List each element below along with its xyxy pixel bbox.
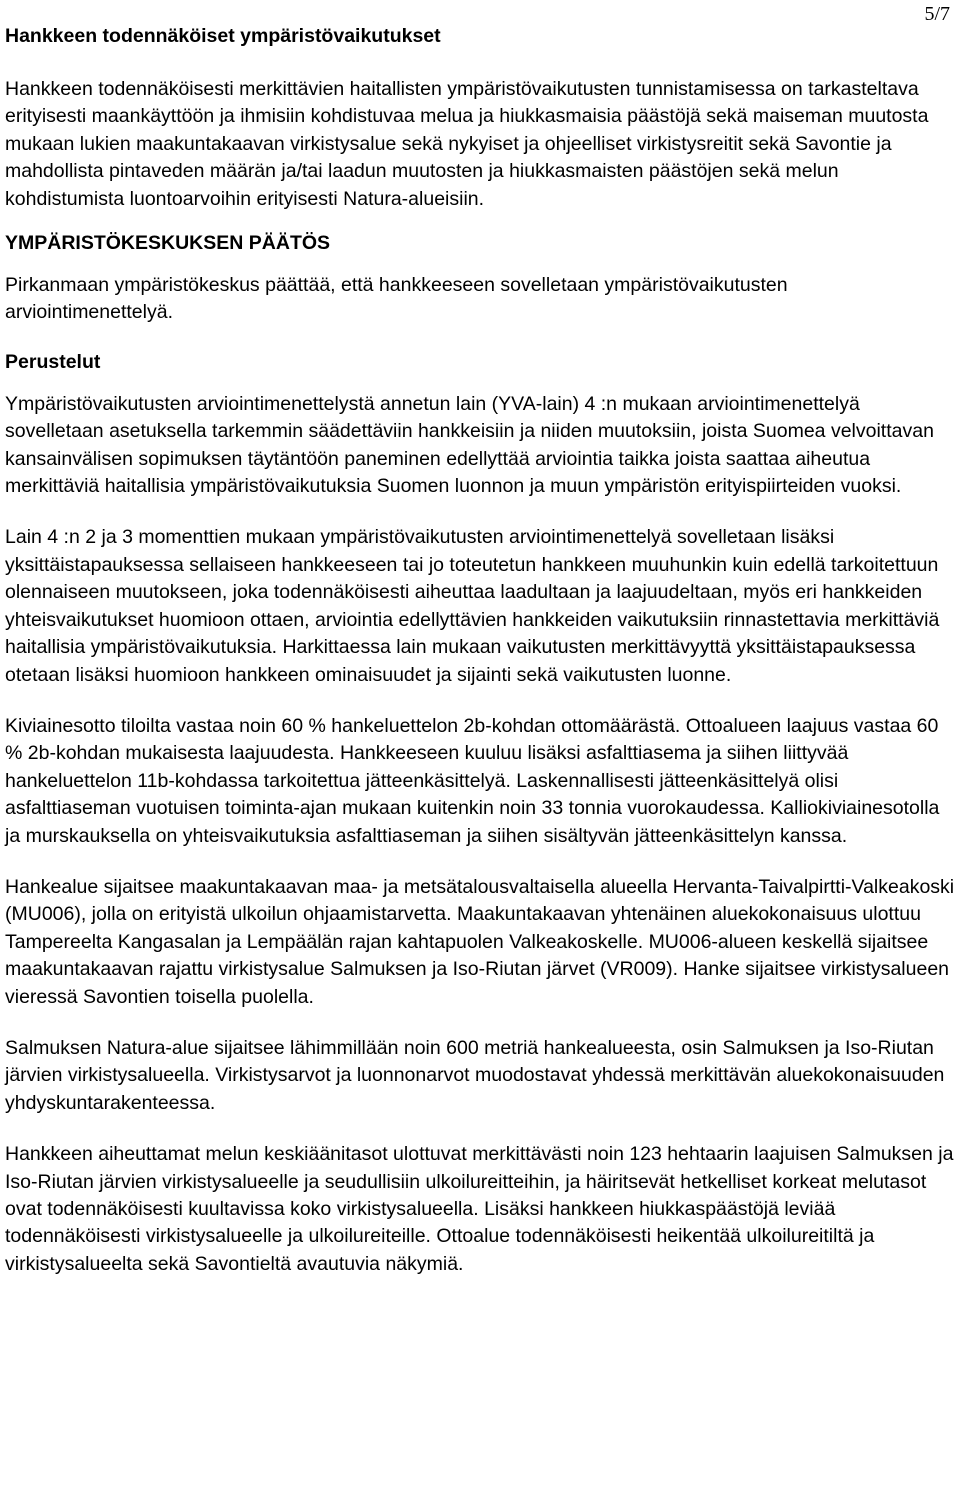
document-body bbox=[5, 0, 957, 1278]
section-heading-impacts: Hankkeen todennäköiset ympäristövaikutukset bbox=[5, 25, 441, 47]
grounds-paragraph: Kiviainesotto tiloilta vastaa noin 60 % hankeluettelon 2b-kohdan ottomäärästä. Ottoalueen laajuus vastaa 60 % 2b-kohdan mukaisesta laajuudesta. Hankkeeseen kuuluu lisäksi asfalttiasema ja siihen liittyvää hankeluettelon 11b-kohdassa tarkoitettua jätteenkäsittelyä. Laskennallisesti jätteenkäsittelyä olisi asfalttiaseman vuotuisen toiminta-ajan mukaan kuitenkin noin 33 tonnia vuorokaudessa. Kalliokiviainesotolla ja murskauksella on yhteisvaikutuksia asfalttiaseman ja siihen sisältyvän jätteenkäsittelyn kanssa. bbox=[5, 714, 940, 847]
grounds-paragraph: Hankealue sijaitsee maakuntakaavan maa- ja metsätalousvaltaisella alueella Hervanta-Taivalpirtti-Valkeakoski (MU006), jolla on erityistä ulkoilun ohjaamistarvetta. Maakuntakaavan yhtenäinen aluekokonaisuus ulottuu Tampereelta Kangasalan ja Lempäälän rajan kahtapuolen Valkeakoskelle. MU006-alueen keskellä sijaitsee maakuntakaavan rajattu virkistysalue Salmuksen ja Iso-Riutan järvet (VR009). Hanke sijaitsee virkistysalueen vieressä Savontien toisella puolella. bbox=[5, 875, 955, 1008]
grounds-paragraph: Hankkeen aiheuttamat melun keskiäänitasot ulottuvat merkittävästi noin 123 hehtaarin laajuisen Salmuksen ja Iso-Riutan järvien virkistysalueelle ja seudullisiin ulkoilureitteihin, ja häiritsevät hetkelliset korkeat melutasot ovat todennäköisesti kuultavissa koko virkistysalueella. Lisäksi hankkeen hiukkaspäästöjä leviää todennäköisesti virkistysalueelle ja ulkoilureiteille. Ottoalue todennäköisesti heikentää ulkoilureitiltä ja virkistysalueelta sekä Savontieltä avautuvia näkymiä. bbox=[5, 1143, 954, 1275]
section-heading-decision: YMPÄRISTÖKESKUKSEN PÄÄTÖS bbox=[5, 232, 331, 255]
grounds-paragraph: Lain 4 :n 2 ja 3 momenttien mukaan ympäristövaikutusten arviointimenettelyä sovelletaan lisäksi yksittäistapauksessa sellaiseen hankkeeseen tai jo toteutetun hankkeen muuhunkin kuin edellä tarkoitettuun olennaiseen muutokseen, joka todennäköisesti aiheuttaa laadultaan ja laajuudeltaan, myös eri hankkeiden yhteisvaikutukset huomioon ottaen, arviointia edellyttävien hankkeiden vaikutuksiin rinnastettavia merkittäviä haitallisia ympäristövaikutuksia. Harkittaessa lain mukaan vaikutusten merkittävyyttä yksittäistapauksessa otetaan lisäksi huomioon hankkeen ominaisuudet ja sijainti sekä vaikutusten luonne. bbox=[5, 526, 940, 686]
page-number: 5/7 bbox=[924, 3, 950, 25]
impacts-paragraph: Hankkeen todennäköisesti merkittävien haitallisten ympäristövaikutusten tunnistamisessa on tarkasteltava erityisesti maankäyttöön ja ihmisiin kohdistuvaa melua ja hiukkasmaisia päästöjä sekä maiseman muutosta mukaan lukien maakuntakaavan virkistysalue sekä nykyiset ja ohjeelliset virkistysreitit sekä Savontie ja mahdollista pintaveden määrän ja/tai laadun muutosten ja hiukkasmaisten päästöjen sekä melun kohdistumista luontoarvoihin erityisesti Natura-alueisiin. bbox=[5, 78, 929, 210]
grounds-paragraph: Salmuksen Natura-alue sijaitsee lähimmillään noin 600 metriä hankealueesta, osin Salmuksen ja Iso-Riutan järvien virkistysalueella. Virkistysarvot ja luonnonarvot muodostavat yhdessä merkittävän aluekokonaisuuden yhdyskuntarakenteessa. bbox=[5, 1036, 945, 1114]
grounds-paragraph: Ympäristövaikutusten arviointimenettelystä annetun lain (YVA-lain) 4 :n mukaan arviointimenettelyä sovelletaan asetuksella tarkemmin säädettäviin hankkeisiin ja niiden muutoksiin, joista Suomea velvoittavan kansainvälisen sopimuksen täytäntöön paneminen edellyttää arviointia taikka joista saattaa aiheutua merkittäviä haitallisia ympäristövaikutuksia Suomen luonnon ja muun ympäristön erityispiirteiden vuoksi. bbox=[5, 392, 934, 498]
decision-paragraph: Pirkanmaan ympäristökeskus päättää, että hankkeeseen sovelletaan ympäristövaikutusten arviointimenettelyä. bbox=[5, 274, 788, 324]
section-heading-grounds: Perustelut bbox=[5, 350, 101, 373]
